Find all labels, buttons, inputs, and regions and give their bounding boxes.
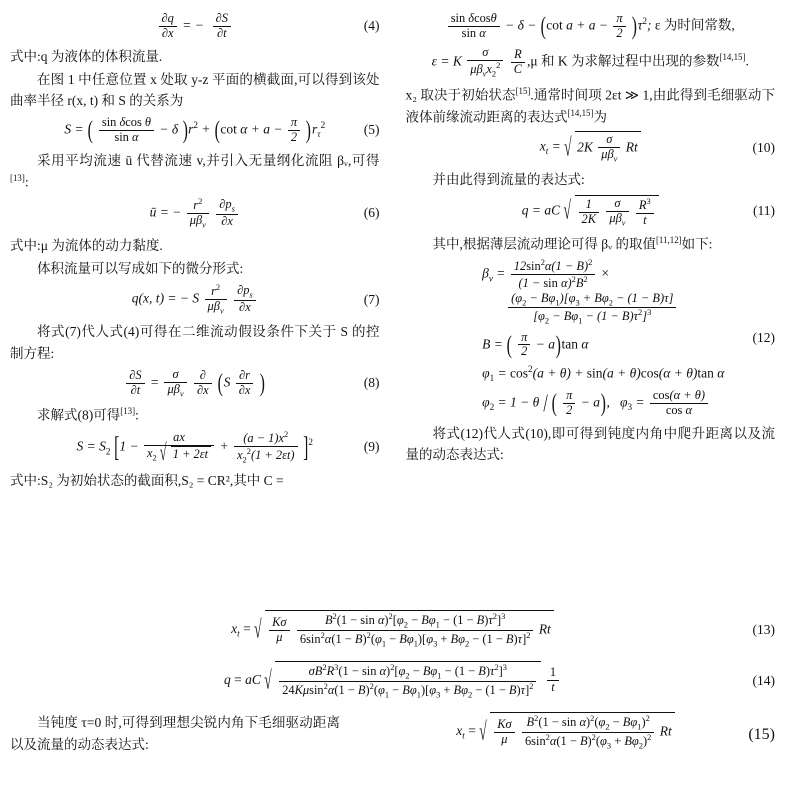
equation-15-number: (15) [748, 725, 775, 743]
equation-9-number: (9) [363, 439, 380, 455]
right-paragraph-3-body: .通常时间项 2εt ≫ 1,由此得到毛细驱动下液体前缘流动距离的表达式 [405, 87, 775, 125]
right-paragraph-5-ref: [11,12] [655, 234, 682, 245]
equation-14 [10, 661, 775, 700]
left-paragraph-7-tail: : [135, 407, 139, 423]
equation-10-formula: $x_t$ = √ 2K $\frac{\sigma}{\mu\beta_v}$ Rt [540, 131, 641, 164]
equation-12 [406, 258, 776, 417]
equation-12-number: (12) [752, 330, 775, 346]
equation-15 [356, 712, 775, 757]
right-paragraph-3-ref: [15] [515, 85, 531, 96]
right-paragraph-1-text: ε 为时间常数, [654, 17, 735, 33]
equation-continuation-formula: $\frac{\text{sin δcosθ}}{\text{sin α}}$ − δ − (cot a + a − $\frac{\pi}{2}$ )$\tau^2$; [446, 12, 652, 41]
right-paragraph-4: 并由此得到流量的表达式: [432, 172, 585, 188]
equation-15-formula: $x_t$ = √ $\frac{K\sigma}{\mu}$ $\frac{B^2(1 - \sin \alpha)^2(\varphi_2 - B\varphi_1)^2}{6\sin^2\alpha(1 - B)^2(\varphi_3 + B\varphi_2)^2}$ Rt [456, 723, 674, 738]
equation-7 [10, 283, 380, 316]
equation-14-number: (14) [752, 672, 775, 688]
right-paragraph-5-text: 其中,根据薄层流动理论可得 βᵥ 的取值 [432, 236, 656, 252]
equation-4 [10, 12, 380, 41]
left-paragraph-3 [10, 150, 380, 193]
equation-12-line-3: B = ( $\frac{\pi}{2}$ − a)tan α [482, 329, 589, 359]
right-paragraph-3 [406, 84, 776, 128]
equation-12-line-5: $\varphi_2 = 1 - \theta$ / ( $\frac{\pi}{2}$ − a), $\varphi_3$ = $\frac{\cos(\alpha + \theta)}{\text{cos α}}$ [482, 389, 724, 418]
equation-11-formula: q = aC √ $\frac{1}{2K}$ $\frac{\sigma}{\mu\beta_v}$ $\frac{R^3}{t}$ [522, 195, 659, 228]
equation-9 [10, 430, 380, 465]
two-column-body [10, 8, 775, 600]
left-paragraph-2: 在图 1 中任意位置 x 处取 y-z 平面的横截面,可以得到该处曲率半径 r(x, t) 和 S 的关系为 [10, 72, 380, 109]
left-paragraph-3-text: 采用平均流速 ū 代替流速 v,并引入无量纲化流阻 βᵥ,可得 [37, 152, 380, 168]
equation-13-number: (13) [752, 621, 775, 637]
equation-epsilon-ref: [14,15] [719, 51, 746, 62]
equation-7-number: (7) [363, 291, 380, 307]
equation-12-line-4: $\varphi_1 = \cos^2(a + \theta) + \sin(a + \theta)\cos(\alpha + \theta)\tan$ α [482, 364, 725, 384]
left-paragraph-1: 式中:q 为液体的体积流量. [10, 48, 163, 64]
equation-5-formula: S = ( $\frac{\text{sin δcos θ}}{\text{sin α}}$ − δ )$r^2 + (\cot$ α + a − $\frac{\pi}{2}$ )$r_\tau^2$ [64, 114, 326, 144]
final-paragraph-wrap [10, 712, 340, 757]
equation-9-formula: $S = S_2$ [1 − $\frac{ax}{x_2 √ 1 + 2\varepsilon t}$ + $\frac{(a - 1)x^2}{x_2^2(1 + 2\varepsilon t)}$ ]$^2$ [77, 430, 313, 465]
equation-14-formula: q = aC √ $\frac{\sigma B^2R^3(1 - \sin \alpha)^2[\varphi_2 - B\varphi_1 - (1 - B)\tau^2]^3}{24K\mu\sin^2\alpha(1 - B)^2(\varphi_1 - B\varphi_1)[\varphi_3 + B\varphi_2 - (1 - B)\tau]^2}$ $\frac{1}{t}$ [224, 672, 561, 687]
equation-epsilon [406, 46, 776, 79]
left-paragraph-5: 体积流量可以写成如下的微分形式: [37, 261, 244, 277]
equation-5-number: (5) [363, 122, 380, 138]
equation-7-formula: q(x, t) = − S $\frac{r^2}{\mu\beta_v}$ $\frac{\partial p_s}{\partial x}$ [132, 283, 258, 316]
equation-10 [406, 131, 776, 164]
final-paragraph: 当钝度 τ=0 时,可得到理想尖锐内角下毛细驱动距离以及流量的动态表达式: [10, 715, 340, 752]
equation-11-number: (11) [753, 203, 775, 219]
equation-13 [10, 610, 775, 649]
right-paragraph-5 [406, 233, 776, 255]
equation-6-number: (6) [363, 205, 380, 221]
final-row [10, 712, 775, 757]
equation-continuation-top [406, 12, 776, 41]
equation-4-number: (4) [363, 18, 380, 34]
equation-12-line-2: $\frac{(\varphi_2 - B\varphi_1)[\varphi_3 + B\varphi_2 - (1 - B)\tau]}{[\varphi_2 - B\varphi_1 - (1 - B)\tau^2]^3}$ [506, 292, 724, 327]
equation-4-formula: $\frac{\partial q}{\partial x}$ = − $\frac{\partial S}{\partial t}$ [157, 12, 233, 41]
left-paragraph-3-tail: : [24, 174, 29, 190]
right-paragraph-3-tail: 为 [593, 109, 607, 125]
equation-8-formula: $\frac{\partial S}{\partial t}$ = $\frac{\sigma}{\mu\beta_v}$ $\frac{\partial}{\partial x}$ (S $\frac{\partial r}{\partial x}$ ) [124, 368, 265, 399]
right-paragraph-6: 将式(12)代人式(10),即可得到钝度内角中爬升距离以及流量的动态表达式: [405, 425, 775, 463]
equation-10-number: (10) [752, 139, 775, 155]
equation-epsilon-tail: ,μ 和 K 为求解过程中出现的参数 [527, 53, 720, 69]
equation-5 [10, 116, 380, 145]
equation-epsilon-formula: ε = K $\frac{\sigma}{\mu\beta_vx_2^2}$ $\frac{R}{C}$ [432, 46, 527, 79]
right-paragraph-5-tail: 如下: [681, 236, 713, 252]
equation-8 [10, 368, 380, 399]
left-paragraph-4: 式中:μ 为流体的动力黏度. [10, 237, 163, 253]
equation-6 [10, 197, 380, 230]
full-width-equations [10, 610, 775, 757]
left-paragraph-7-ref: [13] [120, 405, 136, 416]
equation-11 [406, 195, 776, 228]
equation-epsilon-end: . [745, 53, 749, 69]
left-paragraph-7 [10, 404, 380, 426]
left-paragraph-6: 将式(7)代人式(4)可得在二维流动假设条件下关于 S 的控制方程: [10, 324, 380, 361]
equation-13-formula: $x_t$ = √ $\frac{K\sigma}{\mu}$ $\frac{B^2(1 - \sin \alpha)^2[\varphi_2 - B\varphi_1 - (1 - B)\tau^2]^3}{6\sin^2\alpha(1 - B)^2(\varphi_1 - B\varphi_1)[\varphi_3 + B\varphi_2 - (1 - B)\tau]^2}$ Rt [231, 621, 554, 636]
left-column [10, 8, 384, 600]
left-paragraph-8: 式中:S₂ 为初始状态的截面积,S₂ = CR²,其中 C = [10, 472, 284, 488]
left-paragraph-3-ref: [13] [10, 172, 25, 183]
equation-8-number: (8) [363, 375, 380, 391]
left-paragraph-7-text: 求解式(8)可得 [37, 407, 121, 423]
equation-6-formula: ū = − $\frac{r^2}{\mu\beta_v}$ $\frac{\partial p_s}{\partial x}$ [150, 197, 240, 230]
right-paragraph-3-head: x₂ 取决于初始状态 [405, 87, 516, 103]
right-paragraph-3-ref2: [14,15] [567, 107, 594, 118]
equation-12-line-1: $\beta_v$ = $\frac{12\sin^2\alpha(1 - B)^2}{(1 - \sin \alpha)^2B^2}$ × [482, 257, 610, 291]
right-column [402, 8, 776, 600]
